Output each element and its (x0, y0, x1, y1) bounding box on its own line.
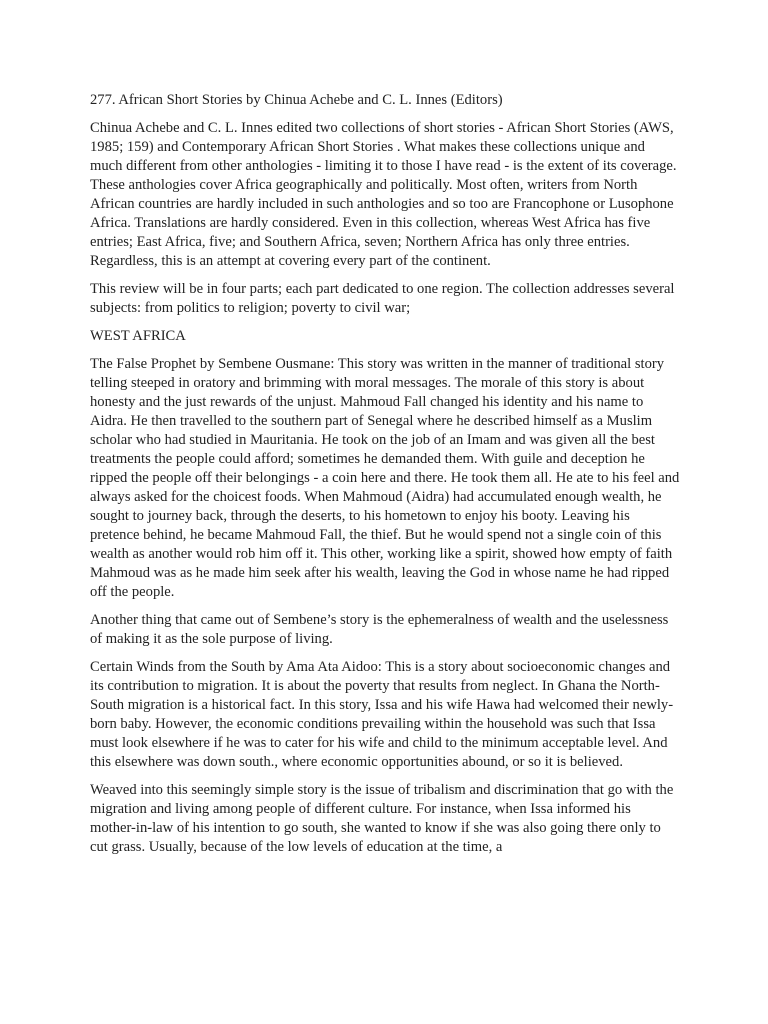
paragraph-ephemeral-wealth: Another thing that came out of Sembene’s story is the ephemeralness of wealth and the uselessness of making it as the sole purpose of living. (90, 612, 669, 647)
paragraph-review-plan: This review will be in four parts; each part dedicated to one region. The collection addresses several subjects: from politics to religion; poverty to civil war; (90, 281, 675, 316)
document-title: 277. African Short Stories by Chinua Achebe and C. L. Innes (Editors) (90, 92, 503, 108)
paragraph-tribalism: Weaved into this seemingly simple story is the issue of tribalism and discrimination that go with the migration and living among people of different culture. For instance, when Issa informed his mother-in-law of his intention to go south, she wanted to know if she was also going there only to cut grass. Usually, because of the low levels of education at the time, a (90, 782, 674, 855)
paragraph-certain-winds: Certain Winds from the South by Ama Ata Aidoo: This is a story about socioeconomic changes and its contribution to migration. It is about the poverty that results from neglect. In Ghana the North-South migration is a historical fact. In this story, Issa and his wife Hawa had welcomed their newly-born baby. However, the economic conditions prevailing within the household was such that Issa must look elsewhere if he was to cater for his wife and child to the minimum acceptable level. And this elsewhere was down south., where economic opportunities abound, or so it is believed. (90, 659, 674, 770)
section-heading-west-africa: WEST AFRICA (90, 328, 186, 344)
paragraph-false-prophet: The False Prophet by Sembene Ousmane: This story was written in the manner of traditional story telling steeped in oratory and brimming with moral messages. The morale of this story is about honesty and the just rewards of the unjust. Mahmoud Fall changed his identity and his name to Aidra. He then travelled to the southern part of Senegal where he described himself as a Muslim scholar who had studied in Mauritania. He took on the job of an Imam and was given all the best treatments the people could afford; sometimes he demanded them. With guile and deception he ripped the people off their belongings - a coin here and there. He took them all. He ate to his feel and always asked for the choicest foods. When Mahmoud (Aidra) had accumulated enough wealth, he sought to journey back, through the deserts, to his hometown to enjoy his booty. Leaving his pretence behind, he became Mahmoud Fall, the thief. But he would spend not a single coin of this wealth as another would rob him off it. This other, working like a spirit, showed how empty of faith Mahmoud was as he made him seek after his wealth, leaving the God in whose name he had ripped off the people. (90, 356, 680, 600)
document-page (90, 91, 680, 866)
paragraph-intro: Chinua Achebe and C. L. Innes edited two collections of short stories - African Short Stories (AWS, 1985; 159) and Contemporary African Short Stories . What makes these collections unique and much different from other anthologies - limiting it to those I have read - is the extent of its coverage. These anthologies cover Africa geographically and politically. Most often, writers from North African countries are hardly included in such anthologies and so too are Francophone or Lusophone Africa. Translations are hardly considered. Even in this collection, whereas West Africa has five entries; East Africa, five; and Southern Africa, seven; Northern Africa has only three entries. Regardless, this is an attempt at covering every part of the continent. (90, 120, 677, 269)
